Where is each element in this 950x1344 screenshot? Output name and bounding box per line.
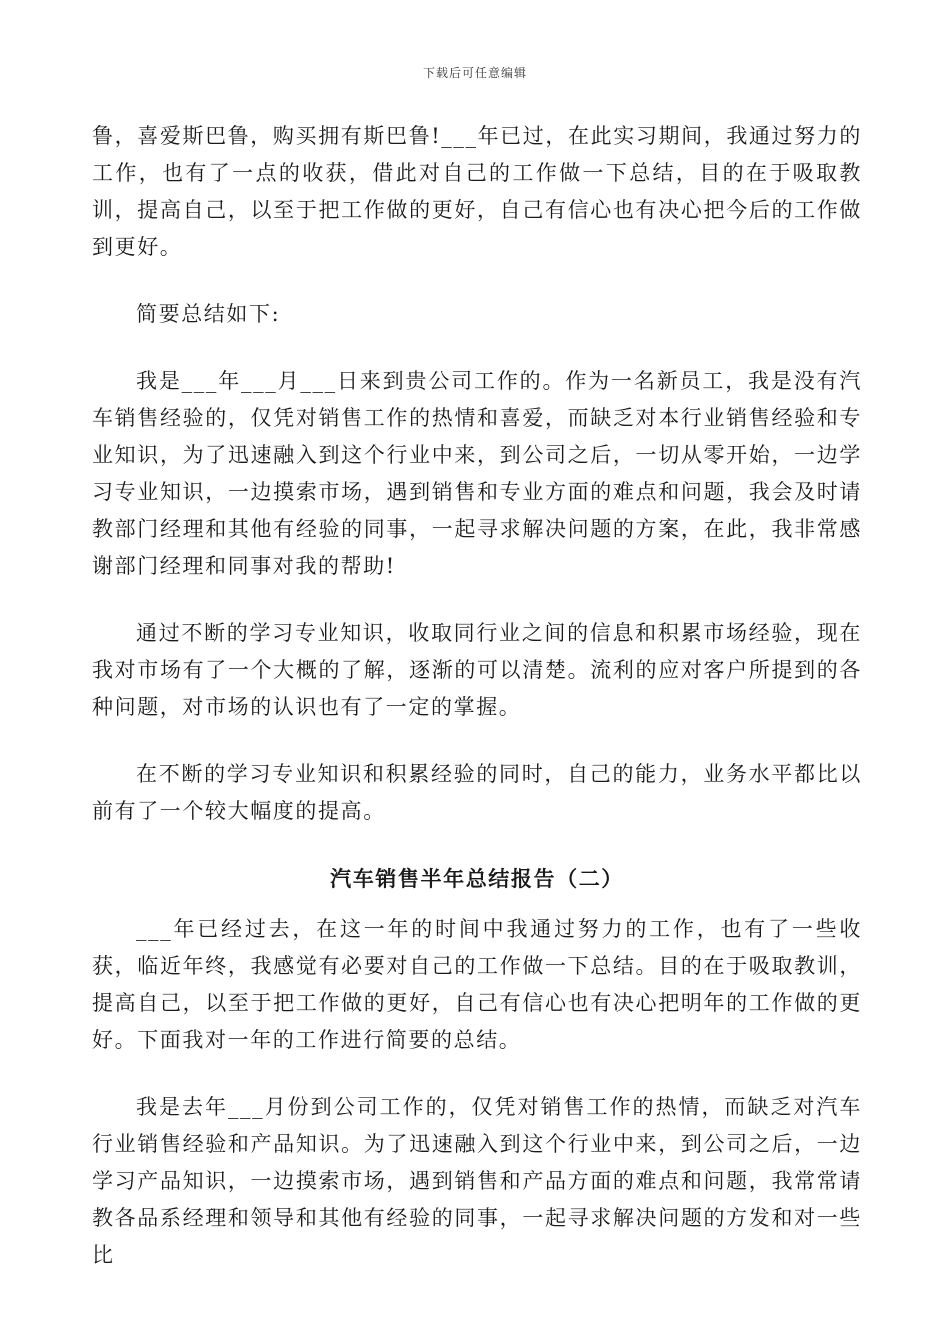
paragraph-spacer (92, 1059, 862, 1089)
paragraph-continuation: 鲁，喜爱斯巴鲁，购买拥有斯巴鲁!___年已过，在此实习期间，我通过努力的工作，也有了一点的收获，借此对自己的工作做一下总结，目的在于吸取教训，提高自己，以至于把工作做的更好，自己有信心也有决心把今后的工作做到更好。 (92, 124, 862, 259)
paragraph-spacer (92, 830, 862, 860)
heading-spacer (92, 897, 862, 911)
paragraph-spacer (92, 333, 862, 363)
document-body (92, 118, 862, 1274)
paragraph-spacer (92, 266, 862, 296)
page-header-note: 下载后可任意编辑 (422, 66, 527, 80)
paragraph-spacer (92, 726, 862, 756)
paragraph-spacer (92, 585, 862, 615)
section-heading: 汽车销售半年总结报告（二） (330, 866, 624, 891)
paragraph-ability-improvement: 在不断的学习专业知识和积累经验的同时，自己的能力，业务水平都比以前有了一个较大幅度的提高。 (92, 762, 862, 823)
paragraph-year-review: ___年已经过去，在这一年的时间中我通过努力的工作，也有了一些收获，临近年终，我感觉有必要对自己的工作做一下总结。目的在于吸取教训，提高自己，以至于把工作做的更好，自己有信心也有决心把明年的工作做的更好。下面我对一年的工作进行简要的总结。 (92, 917, 862, 1052)
paragraph-market-learning: 通过不断的学习专业知识，收取同行业之间的信息和积累市场经验，现在我对市场有了一个大概的了解，逐渐的可以清楚。流利的应对客户所提到的各种问题，对市场的认识也有了一定的掌握。 (92, 621, 862, 719)
paragraph-summary-intro: 简要总结如下: (136, 302, 281, 326)
paragraph-last-year-start: 我是去年___月份到公司工作的，仅凭对销售工作的热情，而缺乏对汽车行业销售经验和产品知识。为了迅速融入到这个行业中来，到公司之后，一边学习产品知识，一边摸索市场，遇到销售和产品方面的难点和问题，我常常请教各品系经理和领导和其他有经验的同事，一起寻求解决问题的方发和对一些比 (92, 1095, 862, 1267)
paragraph-joining-company: 我是___年___月___日来到贵公司工作的。作为一名新员工，我是没有汽车销售经验的，仅凭对销售工作的热情和喜爱，而缺乏对本行业销售经验和专业知识，为了迅速融入到这个行业中来，到公司之后，一切从零开始，一边学习专业知识，一边摸索市场，遇到销售和专业方面的难点和问题，我会及时请教部门经理和其他有经验的同事，一起寻求解决问题的方案，在此，我非常感谢部门经理和同事对我的帮助! (92, 369, 862, 578)
